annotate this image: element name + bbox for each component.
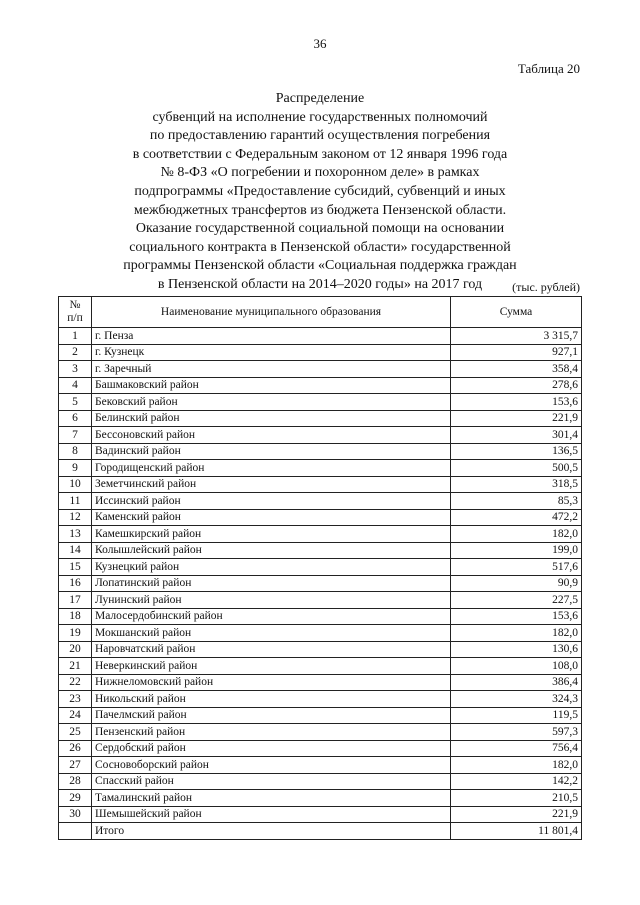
table-row: [59, 773, 582, 790]
row-sum: 182,0: [451, 757, 582, 774]
row-municipality: Кузнецкий район: [92, 559, 451, 576]
table-row: [59, 608, 582, 625]
row-municipality: Шемышейский район: [92, 806, 451, 823]
row-number: 14: [59, 542, 92, 559]
table-row: [59, 806, 582, 823]
row-municipality: Вадинский район: [92, 443, 451, 460]
row-sum: 11 801,4: [451, 823, 582, 840]
title-line: в Пензенской области на 2014–2020 годы» на 2017 год: [157, 276, 483, 292]
title-line: в соответствии с Федеральным законом от 12 января 1996 года: [132, 146, 508, 162]
row-sum: 756,4: [451, 740, 582, 757]
row-number: 2: [59, 344, 92, 361]
table-row: [59, 476, 582, 493]
table-row: [59, 542, 582, 559]
row-number: 17: [59, 592, 92, 609]
header-sum: Сумма: [451, 297, 582, 328]
row-municipality: Каменский район: [92, 509, 451, 526]
row-number: 18: [59, 608, 92, 625]
row-sum: 358,4: [451, 361, 582, 378]
row-municipality: Земетчинский район: [92, 476, 451, 493]
row-sum: 517,6: [451, 559, 582, 576]
row-municipality: г. Заречный: [92, 361, 451, 378]
row-municipality: Городищенский район: [92, 460, 451, 477]
document-title: [58, 90, 582, 295]
header-number-line2: п/п: [67, 312, 83, 324]
row-sum: 142,2: [451, 773, 582, 790]
table-row: [59, 691, 582, 708]
row-number: 29: [59, 790, 92, 807]
row-sum: 500,5: [451, 460, 582, 477]
row-number: 30: [59, 806, 92, 823]
row-sum: 927,1: [451, 344, 582, 361]
row-number: 19: [59, 625, 92, 642]
row-municipality: Пензенский район: [92, 724, 451, 741]
table-header-row: [59, 297, 582, 328]
row-number: 27: [59, 757, 92, 774]
table-row: [59, 427, 582, 444]
table-label: Таблица 20: [517, 61, 580, 76]
row-sum: 210,5: [451, 790, 582, 807]
table-row: [59, 361, 582, 378]
table-row: [59, 493, 582, 510]
header-municipality: Наименование муниципального образования: [92, 297, 451, 328]
row-sum: 182,0: [451, 625, 582, 642]
row-sum: 85,3: [451, 493, 582, 510]
row-municipality: Нижнеломовский район: [92, 674, 451, 691]
table-row: [59, 790, 582, 807]
subvention-table: [58, 296, 582, 840]
table-row: [59, 592, 582, 609]
row-sum: 90,9: [451, 575, 582, 592]
row-municipality: Бековский район: [92, 394, 451, 411]
title-line: межбюджетных трансфертов из бюджета Пензенской области.: [133, 202, 507, 218]
row-number: 7: [59, 427, 92, 444]
table-row: [59, 377, 582, 394]
row-municipality: Камешкирский район: [92, 526, 451, 543]
row-municipality: Лунинский район: [92, 592, 451, 609]
table-row: [59, 328, 582, 345]
title-line: Распределение: [275, 91, 365, 106]
table-row: [59, 724, 582, 741]
row-number: 8: [59, 443, 92, 460]
row-municipality: Никольский район: [92, 691, 451, 708]
row-number: 4: [59, 377, 92, 394]
row-sum: 136,5: [451, 443, 582, 460]
row-municipality: Тамалинский район: [92, 790, 451, 807]
row-municipality: г. Пенза: [92, 328, 451, 345]
table-row: [59, 641, 582, 658]
row-municipality: Сердобский район: [92, 740, 451, 757]
row-number: 3: [59, 361, 92, 378]
row-number: 9: [59, 460, 92, 477]
row-sum: 130,6: [451, 641, 582, 658]
row-municipality: Неверкинский район: [92, 658, 451, 675]
row-municipality: Мокшанский район: [92, 625, 451, 642]
row-municipality: Сосновоборский район: [92, 757, 451, 774]
row-number: 1: [59, 328, 92, 345]
title-line: по предоставлению гарантий осуществления погребения: [149, 128, 491, 144]
row-number: [59, 823, 92, 840]
row-municipality: Иссинский район: [92, 493, 451, 510]
row-municipality: Пачелмский район: [92, 707, 451, 724]
row-number: 5: [59, 394, 92, 411]
row-municipality: Итого: [92, 823, 451, 840]
row-sum: 278,6: [451, 377, 582, 394]
table-row: [59, 410, 582, 427]
title-line: подпрограммы «Предоставление субсидий, субвенций и иных: [134, 183, 506, 199]
table-body: [59, 328, 582, 840]
row-municipality: Малосердобинский район: [92, 608, 451, 625]
row-sum: 199,0: [451, 542, 582, 559]
total-row: [59, 823, 582, 840]
row-sum: 301,4: [451, 427, 582, 444]
table-row: [59, 674, 582, 691]
table-row: [59, 509, 582, 526]
row-sum: 324,3: [451, 691, 582, 708]
row-number: 13: [59, 526, 92, 543]
row-sum: 318,5: [451, 476, 582, 493]
title-line: № 8-ФЗ «О погребении и похоронном деле» в рамках: [160, 165, 480, 181]
row-municipality: Башмаковский район: [92, 377, 451, 394]
units-label: (тыс. рублей): [512, 280, 580, 294]
table-row: [59, 443, 582, 460]
title-line: социального контракта в Пензенской области» государственной: [129, 239, 511, 255]
header-number: [59, 297, 92, 328]
row-sum: 153,6: [451, 608, 582, 625]
table-row: [59, 740, 582, 757]
row-sum: 221,9: [451, 806, 582, 823]
row-municipality: Бессоновский район: [92, 427, 451, 444]
row-sum: 119,5: [451, 707, 582, 724]
row-sum: 597,3: [451, 724, 582, 741]
row-number: 25: [59, 724, 92, 741]
row-number: 24: [59, 707, 92, 724]
table-row: [59, 625, 582, 642]
title-line: Оказание государственной социальной помощи на основании: [135, 221, 505, 237]
row-number: 10: [59, 476, 92, 493]
table-row: [59, 707, 582, 724]
table-row: [59, 757, 582, 774]
table-row: [59, 394, 582, 411]
row-municipality: г. Кузнецк: [92, 344, 451, 361]
row-sum: 386,4: [451, 674, 582, 691]
row-sum: 227,5: [451, 592, 582, 609]
table-row: [59, 559, 582, 576]
row-sum: 182,0: [451, 526, 582, 543]
row-sum: 108,0: [451, 658, 582, 675]
row-number: 21: [59, 658, 92, 675]
row-municipality: Спасский район: [92, 773, 451, 790]
row-number: 12: [59, 509, 92, 526]
row-number: 26: [59, 740, 92, 757]
row-sum: 153,6: [451, 394, 582, 411]
row-sum: 3 315,7: [451, 328, 582, 345]
row-municipality: Лопатинский район: [92, 575, 451, 592]
row-number: 22: [59, 674, 92, 691]
page-number: 36: [313, 36, 327, 51]
row-number: 20: [59, 641, 92, 658]
row-municipality: Белинский район: [92, 410, 451, 427]
table-row: [59, 526, 582, 543]
row-number: 23: [59, 691, 92, 708]
row-municipality: Колышлейский район: [92, 542, 451, 559]
row-number: 11: [59, 493, 92, 510]
row-number: 28: [59, 773, 92, 790]
title-line: субвенций на исполнение государственных полномочий: [152, 109, 488, 125]
row-sum: 472,2: [451, 509, 582, 526]
header-number-line1: №: [69, 299, 81, 311]
row-number: 6: [59, 410, 92, 427]
table-row: [59, 575, 582, 592]
table-row: [59, 658, 582, 675]
row-municipality: Наровчатский район: [92, 641, 451, 658]
table-row: [59, 344, 582, 361]
row-number: 15: [59, 559, 92, 576]
row-number: 16: [59, 575, 92, 592]
table-row: [59, 460, 582, 477]
row-sum: 221,9: [451, 410, 582, 427]
title-line: программы Пензенской области «Социальная поддержка граждан: [123, 258, 517, 274]
